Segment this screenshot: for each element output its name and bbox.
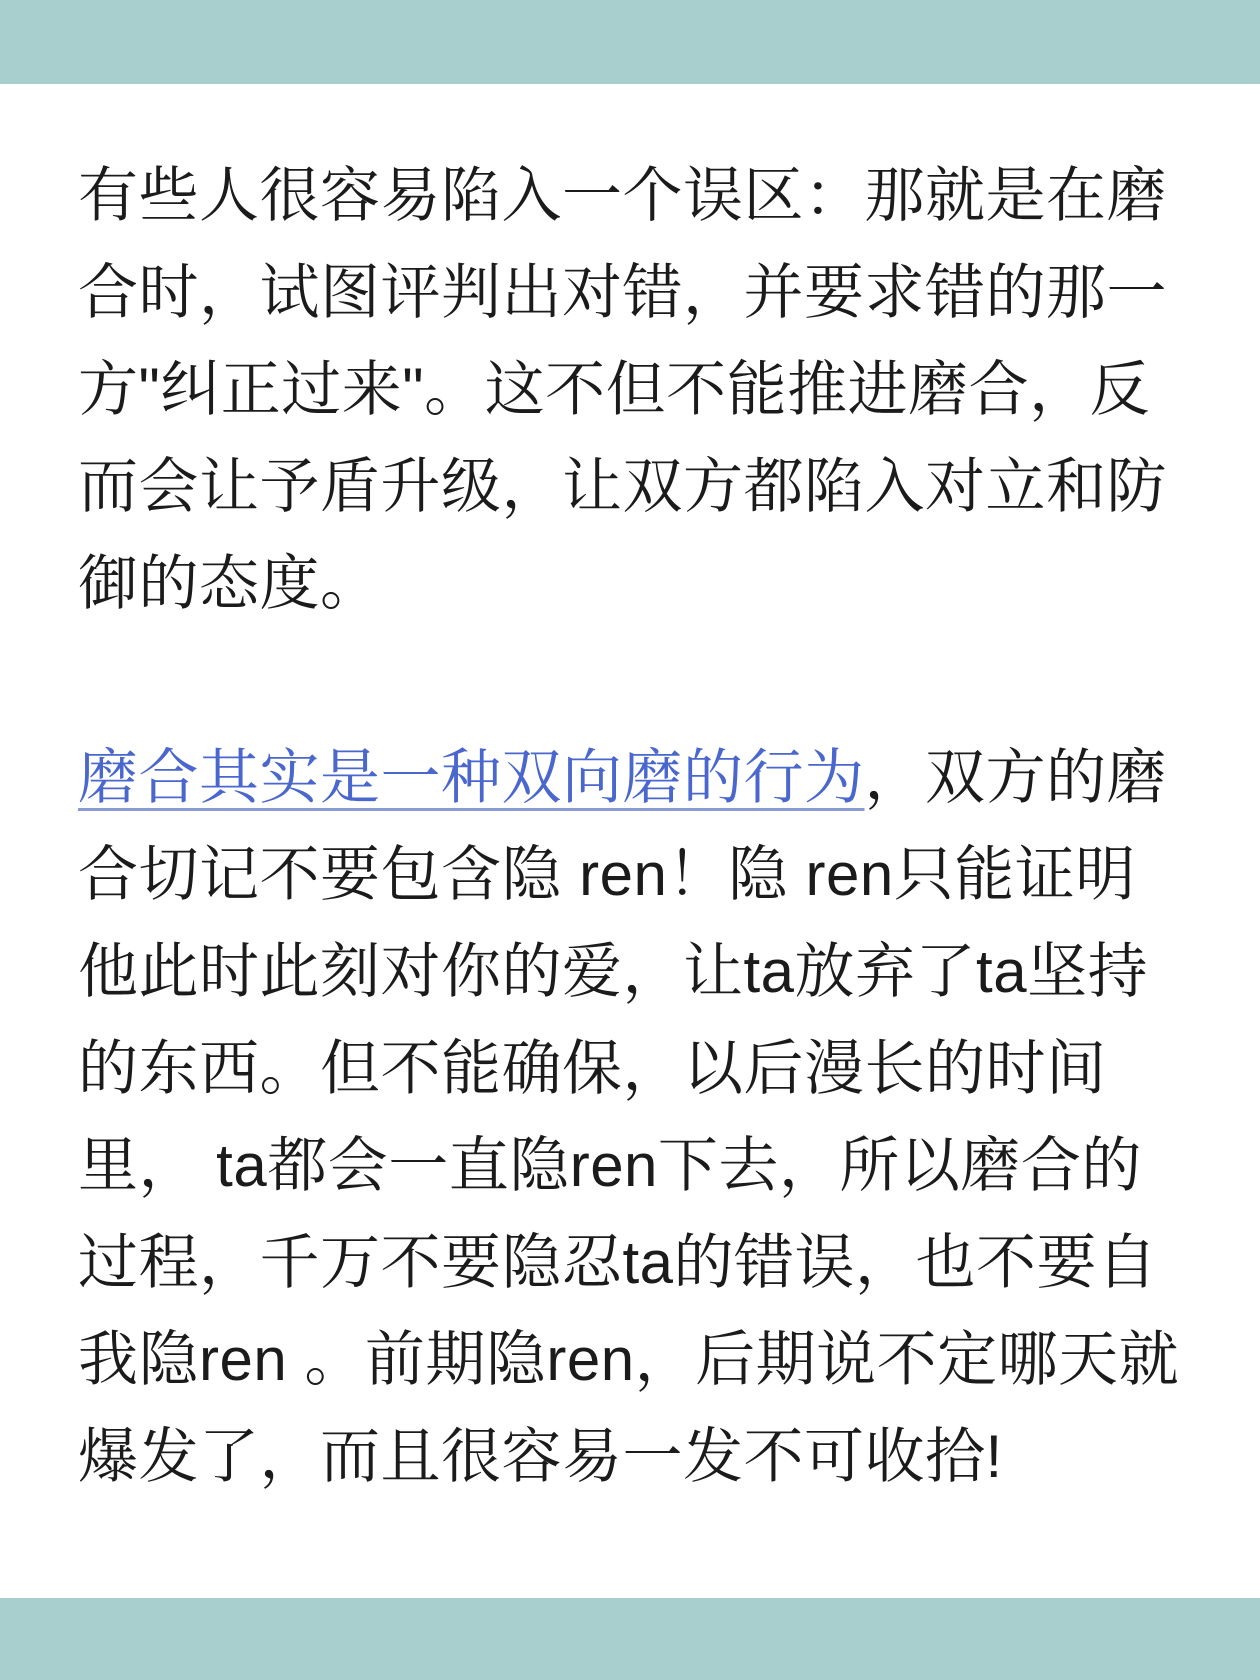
highlighted-phrase: 磨合其实是一种双向磨的行为 [78,744,865,811]
bottom-accent-bar [0,1598,1260,1680]
paragraph-advice-text: ，双方的磨合切记不要包含隐 ren！隐 ren只能证明他此时此刻对你的爱，让ta放弃了ta坚持的东西。但不能确保，以后漫长的时间里， ta都会一直隐ren下去，所以磨合的过程，千万不要隐忍ta的错误，也不要自我隐ren 。前期隐ren，后期说不定哪天就爆发了，而且很容易一发不可收拾! [78,744,1180,1490]
paragraph-misconception: 有些人很容易陷入一个误区：那就是在磨合时，试图评判出对错，并要求错的那一方"纠正过来"。这不但不能推进磨合，反而会让予盾升级，让双方都陷入对立和防御的态度。 [78,162,1167,617]
paragraph-advice [78,729,1182,1505]
top-accent-bar [0,0,1260,84]
article-body [78,147,1182,1505]
